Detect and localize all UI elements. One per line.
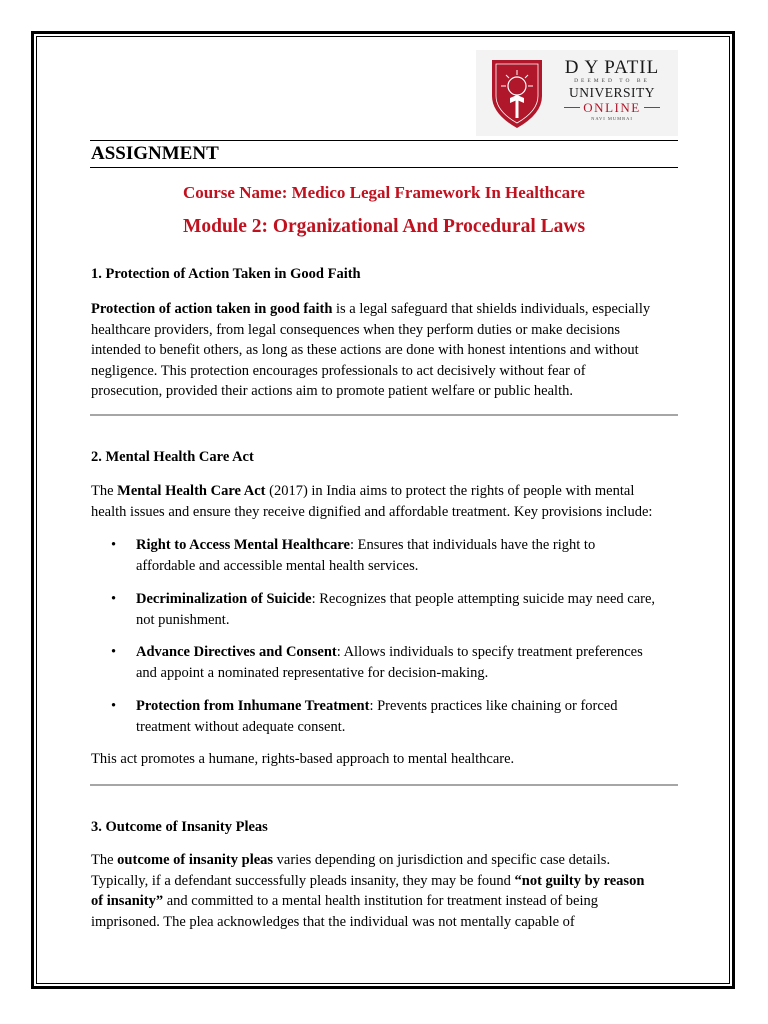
university-logo <box>476 50 678 136</box>
list-item-rest: : Prevents practices like chaining or forced <box>369 698 618 714</box>
list-item <box>136 642 681 683</box>
section1-heading: 1. Protection of Action Taken in Good Faith <box>91 266 361 282</box>
page-title: ASSIGNMENT <box>91 143 219 164</box>
logo-dash-left <box>564 107 580 108</box>
section3-l3-bold: of insanity” <box>91 893 164 909</box>
logo-dash-right <box>644 107 660 108</box>
crest-icon <box>488 56 546 132</box>
section-divider <box>90 784 678 786</box>
bullet-icon: • <box>111 537 117 553</box>
list-item-bold: Decriminalization of Suicide <box>136 591 312 607</box>
module-title: Module 2: Organizational And Procedural Laws <box>182 216 586 237</box>
section3-paragraph <box>91 850 681 932</box>
section3-line1 <box>91 850 681 871</box>
list-item-bold: Right to Access Mental Healthcare <box>136 537 350 553</box>
section2-intro <box>91 481 681 522</box>
list-item-rest: : Recognizes that people attempting suicide may need care, <box>311 591 656 607</box>
bullet-icon: • <box>111 644 117 660</box>
logo-online-label: ONLINE <box>583 100 641 115</box>
section2-intro-pre: The <box>91 483 118 499</box>
list-item-line2: not punishment. <box>136 611 230 628</box>
section1-line5: prosecution, provided their actions aim to promote patient welfare or public health. <box>91 383 573 399</box>
section2-closing: This act promotes a humane, rights-based approach to mental healthcare. <box>91 751 515 767</box>
section2-intro-rest: (2017) in India aims to protect the rights of people with mental <box>265 483 635 499</box>
list-item-bold: Advance Directives and Consent <box>136 644 337 660</box>
section3-l1-bold: outcome of insanity pleas <box>117 852 274 868</box>
section3-heading: 3. Outcome of Insanity Pleas <box>91 819 268 835</box>
logo-tagline: DEEMED TO BE <box>574 78 650 84</box>
section2-intro-line1 <box>91 481 681 502</box>
section3-l2-bold: “not guilty by reason <box>514 872 645 889</box>
section3-line3 <box>91 891 681 912</box>
section3-l1-rest: varies depending on jurisdiction and specific case details. <box>273 852 611 868</box>
course-name: Course Name: Medico Legal Framework In Healthcare <box>183 183 585 202</box>
section3-l2-pre: Typically, if a defendant successfully pleads insanity, they may be found <box>91 872 515 889</box>
list-item <box>136 589 681 630</box>
section1-line1-rest: is a legal safeguard that shields individuals, especially <box>332 301 651 317</box>
logo-online <box>552 100 672 115</box>
section3-l3-rest: and committed to a mental health institution for treatment instead of being <box>163 893 599 909</box>
logo-university: UNIVERSITY <box>569 85 655 100</box>
list-item-rest: : Allows individuals to specify treatment preferences <box>336 644 643 660</box>
bullet-icon: • <box>111 698 117 714</box>
list-item-bold: Protection from Inhumane Treatment <box>136 698 370 714</box>
section1-line2: healthcare providers, from legal consequences when they perform duties or make decisions <box>91 321 621 338</box>
header-rule-top <box>90 140 678 141</box>
section1-line4: negligence. This protection encourages professionals to act decisively without fear of <box>91 362 586 379</box>
section3-line4: imprisoned. The plea acknowledges that the individual was not mentally capable of <box>91 913 575 930</box>
section1-line1 <box>91 299 681 320</box>
section3-l1-pre: The <box>91 852 118 868</box>
logo-name: D Y PATIL <box>564 57 660 78</box>
list-item-rest: : Ensures that individuals have the right to <box>349 537 596 553</box>
list-item-line2: treatment without adequate consent. <box>136 718 346 735</box>
section2-intro-line2: health issues and ensure they receive dignified and affordable treatment. Key provisions include: <box>91 503 653 520</box>
section2-intro-bold: Mental Health Care Act <box>117 483 266 499</box>
logo-city: NAVI MUMBAI <box>591 116 633 121</box>
section1-paragraph <box>91 299 681 402</box>
section3-line2 <box>91 871 681 892</box>
section1-lead: Protection of action taken in good faith <box>91 301 333 317</box>
list-item-line2: affordable and accessible mental health services. <box>136 557 419 574</box>
section1-line3: intended to benefit others, as long as these actions are done with honest intentions and without <box>91 342 639 358</box>
bullet-icon: • <box>111 591 117 607</box>
section2-heading: 2. Mental Health Care Act <box>91 449 254 465</box>
logo-wordmark <box>552 58 672 122</box>
list-item <box>136 535 681 576</box>
list-item-line2: and appoint a nominated representative for decision-making. <box>136 664 489 681</box>
header-rule-bottom <box>90 167 678 168</box>
list-item <box>136 696 681 737</box>
section-divider <box>90 414 678 416</box>
